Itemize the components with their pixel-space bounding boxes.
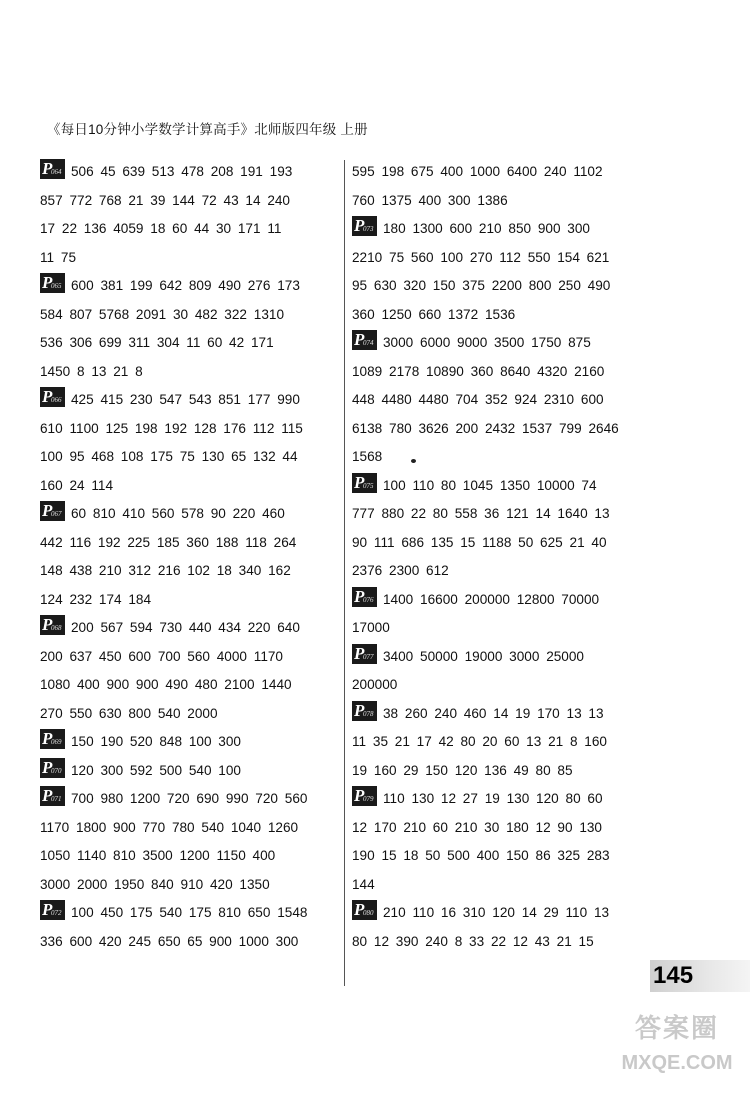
page-badge-icon [40, 729, 65, 749]
answer-line [352, 301, 652, 330]
answer-column-right [352, 158, 652, 956]
answer-text: 180 1300 600 210 850 900 300 [383, 221, 590, 236]
answer-text: 210 110 16 310 120 14 29 110 13 [383, 905, 610, 920]
answer-text: 190 15 18 50 500 400 150 86 325 283 [352, 848, 610, 863]
badge-letter: P [42, 159, 53, 178]
answer-line [40, 443, 340, 472]
watermark-logo [612, 1008, 742, 1088]
answer-line [352, 272, 652, 301]
answer-text: 760 1375 400 300 1386 [352, 192, 508, 208]
answer-line [352, 728, 652, 757]
answer-line [352, 842, 652, 871]
answer-text: 857 772 768 21 39 144 72 43 14 240 [40, 192, 290, 208]
badge-letter: P [354, 472, 365, 492]
answer-line [352, 472, 652, 501]
answer-line [352, 643, 652, 672]
answer-text: 100 450 175 540 175 810 650 1548 [71, 905, 308, 920]
answer-text: 584 807 5768 2091 30 482 322 1310 [40, 306, 285, 322]
answer-text: 100 110 80 1045 1350 10000 74 [383, 477, 597, 493]
answer-line [352, 899, 652, 928]
answer-line [352, 671, 652, 700]
badge-letter: P [42, 757, 53, 777]
answer-line [352, 785, 652, 814]
answer-text: 1450 8 13 21 8 [40, 363, 143, 379]
badge-number: 069 [51, 738, 62, 746]
badge-letter: P [42, 615, 53, 634]
answer-line [40, 386, 340, 415]
answer-text: 150 190 520 848 100 300 [71, 734, 241, 749]
badge-letter: P [354, 586, 365, 606]
answer-line [40, 415, 340, 444]
answer-text: 120 300 592 500 540 100 [71, 762, 241, 778]
answer-line [40, 187, 340, 216]
page-badge-icon [352, 644, 377, 664]
badge-letter: P [354, 216, 365, 235]
answer-text: 110 130 12 27 19 130 120 80 60 [383, 791, 603, 806]
answer-line [40, 785, 340, 814]
answer-line [40, 500, 340, 529]
answer-line [40, 614, 340, 643]
page-number: 145 [653, 962, 694, 989]
answer-text: 90 111 686 135 15 1188 50 625 21 40 [352, 534, 607, 550]
answer-text: 2376 2300 612 [352, 563, 449, 578]
page-badge-icon [40, 387, 65, 407]
answer-text: 600 381 199 642 809 490 276 173 [71, 278, 300, 293]
answer-line [40, 215, 340, 244]
answer-text: 19 160 29 150 120 136 49 80 85 [352, 762, 573, 778]
answer-text: 700 980 1200 720 690 990 720 560 [71, 791, 308, 806]
answer-line [352, 814, 652, 843]
answer-text: 360 1250 660 1372 1536 [352, 306, 516, 322]
answer-line [352, 386, 652, 415]
answer-text: 536 306 699 311 304 11 60 42 171 [40, 335, 274, 350]
answer-text: 1170 1800 900 770 780 540 1040 1260 [40, 819, 299, 835]
answer-line [40, 529, 340, 558]
badge-number: 067 [51, 510, 62, 518]
answer-text: 38 260 240 460 14 19 170 13 13 [383, 705, 604, 721]
answer-line [352, 358, 652, 387]
badge-number: 068 [51, 624, 62, 632]
answer-text: 1089 2178 10890 360 8640 4320 2160 [352, 363, 605, 379]
answer-line [40, 557, 340, 586]
answer-text: 1050 1140 810 3500 1200 1150 400 [40, 848, 276, 863]
answer-text: 270 550 630 800 540 2000 [40, 705, 218, 721]
answer-text: 124 232 174 184 [40, 591, 152, 607]
answer-text: 6138 780 3626 200 2432 1537 799 2646 [352, 420, 619, 436]
badge-number: 072 [51, 909, 62, 917]
answer-line [352, 700, 652, 729]
badge-number: 079 [363, 795, 374, 803]
answer-text: 12 170 210 60 210 30 180 12 90 130 [352, 819, 602, 835]
answer-text: 17000 [352, 620, 390, 635]
badge-letter: P [42, 900, 53, 919]
answer-text: 448 4480 4480 704 352 924 2310 600 [352, 392, 604, 407]
answer-line [352, 928, 652, 957]
answer-line [352, 187, 652, 216]
answer-line [40, 814, 340, 843]
answer-text: 200 567 594 730 440 434 220 640 [71, 620, 300, 635]
answer-text: 17 22 136 4059 18 60 44 30 171 11 [40, 221, 282, 236]
answer-text: 11 75 [40, 249, 77, 265]
answer-line [352, 757, 652, 786]
answer-line [40, 700, 340, 729]
answer-line [40, 586, 340, 615]
answer-line [352, 557, 652, 586]
badge-number: 078 [363, 709, 374, 718]
answer-line [40, 728, 340, 757]
page-badge-icon [352, 701, 377, 721]
badge-number: 076 [363, 595, 374, 604]
badge-letter: P [42, 729, 53, 748]
badge-letter: P [42, 387, 53, 406]
badge-letter: P [354, 330, 365, 349]
answer-text: 60 810 410 560 578 90 220 460 [71, 506, 285, 521]
page-badge-icon [40, 900, 65, 920]
answer-text: 1080 400 900 900 490 480 2100 1440 [40, 677, 292, 692]
badge-number: 074 [363, 339, 374, 347]
answer-text: 80 12 390 240 8 33 22 12 43 21 15 [352, 933, 594, 949]
answer-text: 95 630 320 150 375 2200 800 250 490 [352, 278, 611, 293]
page-badge-icon [352, 216, 377, 236]
answer-text: 148 438 210 312 216 102 18 340 162 [40, 563, 291, 578]
answer-text: 442 116 192 225 185 360 188 118 264 [40, 534, 297, 550]
badge-number: 065 [51, 282, 62, 290]
answer-line [40, 358, 340, 387]
page-badge-icon [40, 758, 65, 778]
page-badge-icon [352, 587, 377, 607]
page-badge-icon [352, 786, 377, 806]
answer-text: 425 415 230 547 543 851 177 990 [71, 392, 300, 407]
badge-letter: P [42, 786, 53, 805]
badge-letter: P [354, 700, 365, 720]
badge-number: 073 [363, 225, 374, 233]
answer-text: 144 [352, 876, 375, 892]
answer-text: 1568 [352, 449, 383, 464]
answer-text: 3000 6000 9000 3500 1750 875 [383, 335, 591, 350]
answer-line [352, 614, 652, 643]
answer-line [352, 329, 652, 358]
badge-number: 066 [51, 396, 62, 404]
answer-line [40, 757, 340, 786]
answer-line [40, 871, 340, 900]
badge-number: 075 [363, 481, 374, 490]
answer-text: 2210 75 560 100 270 112 550 154 621 [352, 249, 610, 265]
answer-text: 3400 50000 19000 3000 25000 [383, 648, 584, 664]
badge-number: 070 [51, 766, 62, 775]
badge-number: 071 [51, 795, 62, 803]
badge-letter: P [354, 643, 365, 663]
answer-line [352, 215, 652, 244]
badge-number: 077 [363, 652, 374, 661]
answer-line [352, 871, 652, 900]
answer-text: 506 45 639 513 478 208 191 193 [71, 164, 293, 179]
answer-text: 200 637 450 600 700 560 4000 1170 [40, 648, 283, 664]
column-divider [344, 160, 345, 986]
answer-line [40, 643, 340, 672]
badge-letter: P [42, 501, 53, 520]
answer-line [40, 842, 340, 871]
answer-line [40, 671, 340, 700]
answer-line [40, 472, 340, 501]
answer-text: 1400 16600 200000 12800 70000 [383, 591, 600, 607]
answer-text: 610 1100 125 198 192 128 176 112 115 [40, 420, 303, 436]
answer-line [40, 301, 340, 330]
watermark-url: MXQE.COM [621, 1052, 733, 1074]
page-badge-icon [352, 900, 377, 920]
answer-text: 160 24 114 [40, 477, 114, 493]
answer-line [352, 244, 652, 273]
answer-line [40, 329, 340, 358]
answer-text: 777 880 22 80 558 36 121 14 1640 13 [352, 506, 610, 521]
answer-line [40, 928, 340, 957]
badge-letter: P [42, 273, 53, 292]
badge-number: 064 [51, 168, 62, 176]
answer-line [40, 272, 340, 301]
book-title-header: 《每日10分钟小学数学计算高手》北师版四年级 上册 [47, 122, 368, 137]
page-badge-icon [352, 330, 377, 350]
answer-line [40, 899, 340, 928]
badge-number: 080 [363, 909, 374, 917]
page-badge-icon [40, 273, 65, 293]
answer-text: 100 95 468 108 175 75 130 65 132 44 [40, 449, 298, 464]
answer-text: 336 600 420 245 650 65 900 1000 300 [40, 933, 299, 949]
page-badge-icon [40, 501, 65, 521]
badge-letter: P [354, 786, 365, 805]
answer-text: 200000 [352, 677, 398, 692]
answer-line [352, 500, 652, 529]
page-badge-icon [40, 786, 65, 806]
answer-column-left [40, 158, 340, 956]
answer-line [352, 158, 652, 187]
answer-line [352, 443, 652, 472]
page-badge-icon [40, 159, 65, 179]
answer-line [352, 586, 652, 615]
ink-speck [411, 459, 416, 463]
watermark-text: 答案圈 [634, 1013, 719, 1043]
answer-text: 11 35 21 17 42 80 20 60 13 21 8 160 [352, 734, 607, 749]
page-number-tab [650, 960, 750, 992]
answer-line [40, 244, 340, 273]
badge-letter: P [354, 900, 365, 919]
answer-line [40, 158, 340, 187]
page-badge-icon [352, 473, 377, 493]
page-badge-icon [40, 615, 65, 635]
answer-line [352, 529, 652, 558]
answer-text: 3000 2000 1950 840 910 420 1350 [40, 876, 270, 892]
answer-line [352, 415, 652, 444]
answer-text: 595 198 675 400 1000 6400 240 1102 [352, 164, 603, 179]
